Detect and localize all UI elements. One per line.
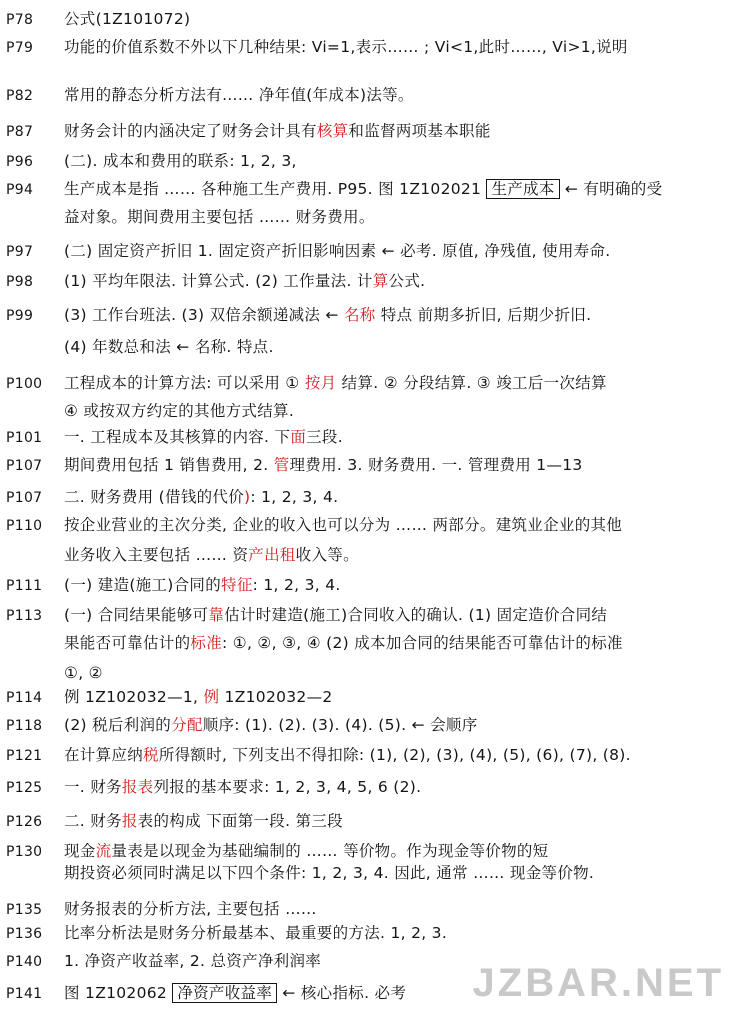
note-line: P107 期间费用包括 1 销售费用, 2. 管理费用. 3. 财务费用. 一. 管理费用 1—13	[6, 456, 583, 474]
boxed-term: 生产成本	[486, 179, 559, 199]
note-line: P97 (二) 固定资产折旧 1. 固定资产折旧影响因素 ← 必考. 原值, 净残值, 使用寿命.	[6, 242, 611, 260]
note-line: ①, ②	[64, 664, 103, 682]
note-line: P98 (1) 平均年限法. 计算公式. (2) 工作量法. 计算公式.	[6, 272, 426, 290]
note-line: P126 二. 财务报表的构成 下面第一段. 第三段	[6, 812, 343, 830]
note-line: P94 生产成本是指 …… 各种施工生产费用. P95. 图 1Z102021 生产成本 ← 有明确的受	[6, 180, 663, 198]
page-ref: P78	[6, 12, 34, 28]
note-line: 果能否可靠估计的标准: ①, ②, ③, ④ (2) 成本加合同的结果能否可靠估计的标准	[64, 634, 623, 652]
note-line: P140 1. 净资产收益率, 2. 总资产净利润率	[6, 952, 322, 970]
note-line: P110 按企业营业的主次分类, 企业的收入也可以分为 …… 两部分。建筑业企业的其他	[6, 516, 623, 534]
boxed-term: 净资产收益率	[172, 983, 277, 1003]
note-line: P100 工程成本的计算方法: 可以采用 ① 按月 结算. ② 分段结算. ③ 竣工后一次结算	[6, 374, 607, 392]
note-line: P107 二. 财务费用 (借钱的代价): 1, 2, 3, 4.	[6, 488, 339, 506]
note-line: P87 财务会计的内涵决定了财务会计具有核算和监督两项基本职能	[6, 122, 491, 140]
note-line: P135 财务报表的分析方法, 主要包括 ……	[6, 900, 317, 918]
note-line: (4) 年数总和法 ← 名称. 特点.	[64, 338, 274, 356]
watermark-logo: JZBAR.NET	[472, 961, 724, 1005]
note-line: P99 (3) 工作台班法. (3) 双倍余额递减法 ← 名称 特点 前期多折旧, 后期少折旧.	[6, 306, 592, 324]
note-line: P101 一. 工程成本及其核算的内容. 下面三段.	[6, 428, 343, 446]
note-line: P111 (一) 建造(施工)合同的特征: 1, 2, 3, 4.	[6, 576, 341, 594]
note-line: P96 (二). 成本和费用的联系: 1, 2, 3,	[6, 152, 297, 170]
note-line: P118 (2) 税后利润的分配顺序: (1). (2). (3). (4). (5). ← 会顺序	[6, 716, 478, 734]
note-line: P136 比率分析法是财务分析最基本、最重要的方法. 1, 2, 3.	[6, 924, 448, 942]
note-line: P141 图 1Z102062 净资产收益率 ← 核心指标. 必考	[6, 984, 407, 1002]
note-line: P79 功能的价值系数不外以下几种结果: Vi=1,表示…… ; Vi<1,此时……, Vi>1,说明	[6, 38, 628, 56]
note-line: ④ 或按双方约定的其他方式结算.	[64, 402, 295, 420]
note-line: P125 一. 财务报表列报的基本要求: 1, 2, 3, 4, 5, 6 (2).	[6, 778, 422, 796]
note-line: P82 常用的静态分析方法有…… 净年值(年成本)法等。	[6, 86, 414, 104]
note-line: P114 例 1Z102032—1, 例 1Z102032—2	[6, 688, 333, 706]
note-line: P130 现金流量表是以现金为基础编制的 …… 等价物。作为现金等价物的短	[6, 842, 549, 860]
note-line: P121 在计算应纳税所得额时, 下列支出不得扣除: (1), (2), (3), (4), (5), (6), (7), (8).	[6, 746, 631, 764]
note-line: 业务收入主要包括 …… 资产出租收入等。	[64, 546, 359, 564]
note-line: 益对象。期间费用主要包括 …… 财务费用。	[64, 208, 375, 226]
note-line: P78 公式(1Z101072)	[48, 6, 726, 33]
note-line: P113 (一) 合同结果能够可靠估计时建造(施工)合同收入的确认. (1) 固定造价合同结	[6, 606, 608, 624]
note-line: 期投资必须同时满足以下四个条件: 1, 2, 3, 4. 因此, 通常 …… 现金等价物.	[64, 864, 595, 882]
